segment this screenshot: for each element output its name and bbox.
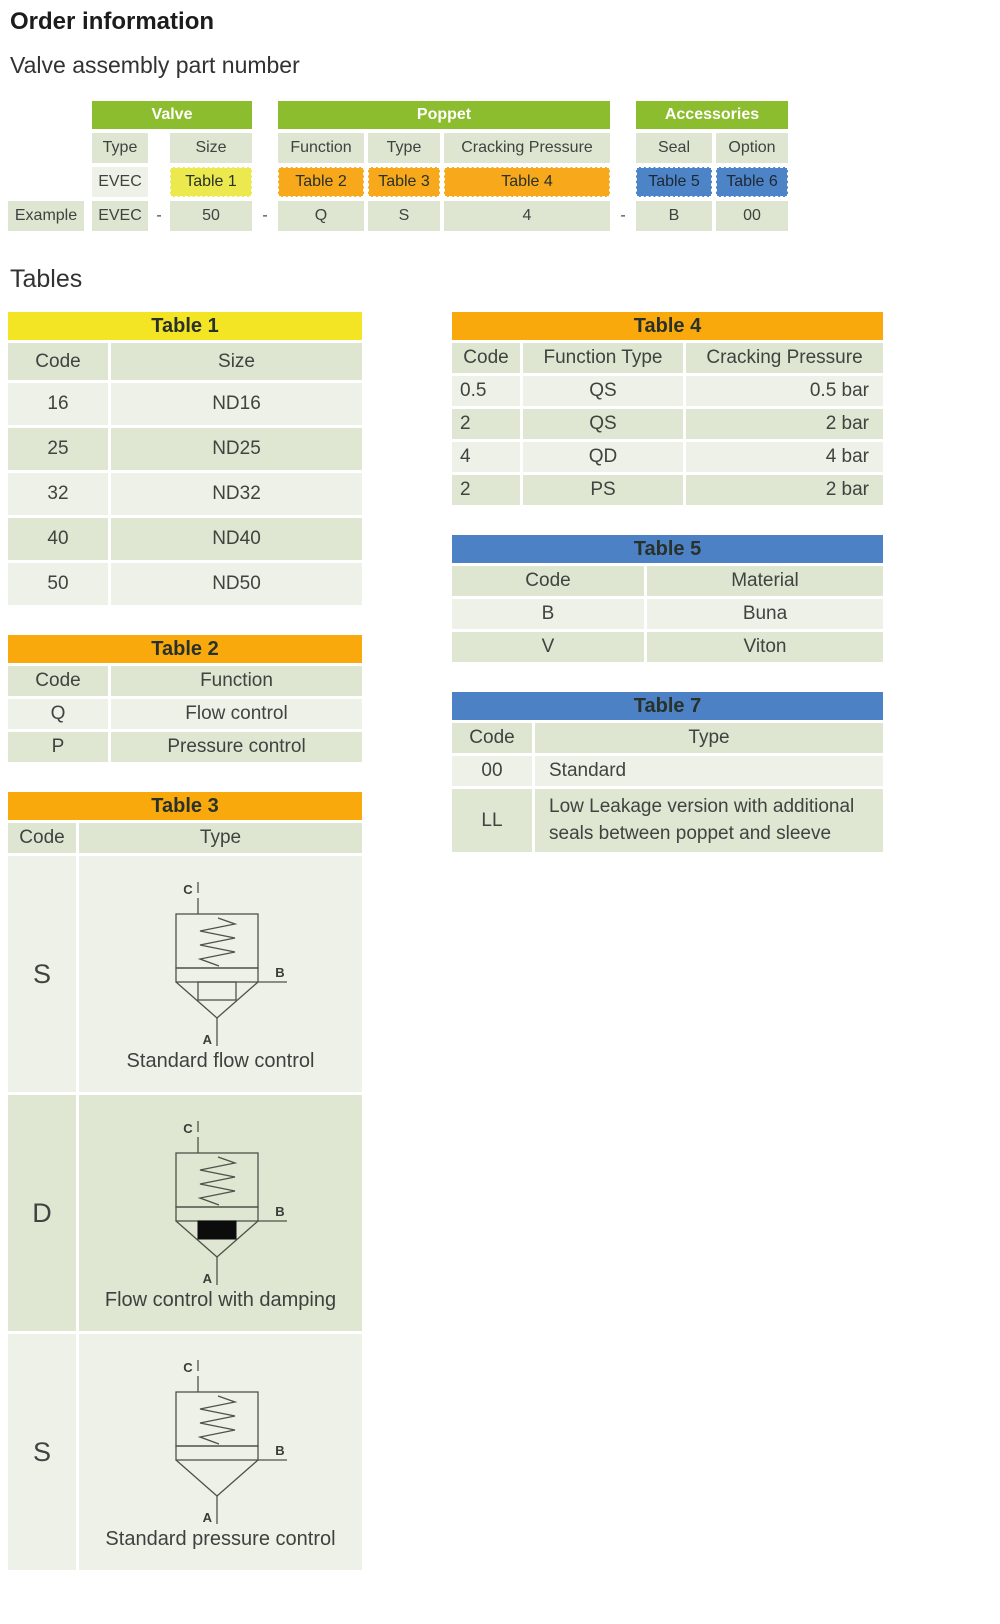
order-info-page xyxy=(8,8,1000,1600)
table-row xyxy=(8,428,362,470)
table-row xyxy=(8,856,362,1092)
pn-group-header: Valve xyxy=(92,101,252,129)
pn-example-value: Q xyxy=(278,201,364,231)
table-row xyxy=(452,599,883,629)
tables-section xyxy=(8,312,1000,1600)
table2-header-row xyxy=(8,666,362,696)
table4-cell: QD xyxy=(523,442,683,472)
table5-cell: Buna xyxy=(647,599,883,629)
valve-symbol xyxy=(146,1117,296,1289)
table4-header-cell: Function Type xyxy=(523,343,683,373)
table-row xyxy=(8,518,362,560)
table-row xyxy=(8,1334,362,1570)
diagram-caption: Standard flow control xyxy=(126,1049,315,1072)
table2-title: Table 2 xyxy=(8,635,362,663)
table4-cell: 4 bar xyxy=(686,442,883,472)
pn-column-label: Option xyxy=(716,133,788,163)
table2-header-cell: Function xyxy=(111,666,362,696)
table1-cell: ND25 xyxy=(111,428,362,470)
pn-example-label: Example xyxy=(8,201,84,231)
pn-group-header: Accessories xyxy=(636,101,788,129)
pn-dash: - xyxy=(620,207,626,224)
table1-header-row xyxy=(8,343,362,380)
table1-cell: 16 xyxy=(8,383,108,425)
pn-column-label: Function xyxy=(278,133,364,163)
pn-group-header: Poppet xyxy=(278,101,610,129)
table3-code-cell: S xyxy=(8,856,76,1092)
table7-cell: 00 xyxy=(452,756,532,786)
pn-column-label: Cracking Pressure xyxy=(444,133,610,163)
table4-header-cell: Cracking Pressure xyxy=(686,343,883,373)
pn-dash: - xyxy=(262,207,268,224)
tables-column-left xyxy=(8,312,362,1600)
subtitle: Valve assembly part number xyxy=(10,52,300,78)
svg-text:A: A xyxy=(202,1270,212,1286)
table4-cell: 2 xyxy=(452,409,520,439)
table1-cell: 40 xyxy=(8,518,108,560)
table5-cell: V xyxy=(452,632,644,662)
part-number-diagram xyxy=(8,101,1000,231)
pn-column-label: Type xyxy=(368,133,440,163)
table-row xyxy=(452,376,883,406)
table1-header-cell: Code xyxy=(8,343,108,380)
svg-text:A: A xyxy=(202,1031,212,1047)
svg-text:B: B xyxy=(274,1442,285,1458)
pn-column-label: Size xyxy=(170,133,252,163)
table4-cell: 2 xyxy=(452,475,520,505)
table7-header-cell: Code xyxy=(452,723,532,753)
table1-cell: ND40 xyxy=(111,518,362,560)
pn-example-value: EVEC xyxy=(92,201,148,231)
table5-header-cell: Code xyxy=(452,566,644,596)
pn-table-ref: Table 5 xyxy=(636,167,712,197)
table4-cell: 2 bar xyxy=(686,409,883,439)
table2-cell: P xyxy=(8,732,108,762)
table-row xyxy=(8,563,362,605)
table5-cell: B xyxy=(452,599,644,629)
svg-text:C: C xyxy=(182,881,193,897)
pn-table-ref: EVEC xyxy=(92,167,148,197)
table7-cell: Standard xyxy=(535,756,883,786)
table2-header-cell: Code xyxy=(8,666,108,696)
table-row xyxy=(452,442,883,472)
table3-diagram-cell xyxy=(79,1095,362,1331)
valve-symbol xyxy=(146,878,296,1050)
table4-cell: 0.5 bar xyxy=(686,376,883,406)
table1-cell: ND32 xyxy=(111,473,362,515)
table2-cell: Q xyxy=(8,699,108,729)
table5-title: Table 5 xyxy=(452,535,883,563)
table7-header-cell: Type xyxy=(535,723,883,753)
table3-header-cell: Code xyxy=(8,823,76,853)
tables-heading: Tables xyxy=(10,265,83,293)
table5-header-cell: Material xyxy=(647,566,883,596)
table4 xyxy=(452,312,883,505)
table4-cell: QS xyxy=(523,409,683,439)
table4-title: Table 4 xyxy=(452,312,883,340)
table-row xyxy=(8,699,362,729)
table7-cell: Low Leakage version with additional seals between poppet and sleeve xyxy=(535,789,883,852)
table2-cell: Flow control xyxy=(111,699,362,729)
svg-text:B: B xyxy=(274,964,285,980)
table5-cell: Viton xyxy=(647,632,883,662)
svg-text:A: A xyxy=(202,1509,212,1525)
table-row xyxy=(8,1095,362,1331)
table-row xyxy=(8,732,362,762)
table-row xyxy=(452,756,883,786)
table-row xyxy=(8,473,362,515)
pn-column-label: Seal xyxy=(636,133,712,163)
pn-example-value: 4 xyxy=(444,201,610,231)
table1-cell: 50 xyxy=(8,563,108,605)
table7-cell: LL xyxy=(452,789,532,852)
valve-symbol xyxy=(146,1356,296,1528)
pn-example-value: S xyxy=(368,201,440,231)
table1-title: Table 1 xyxy=(8,312,362,340)
table7-header-row xyxy=(452,723,883,753)
table3 xyxy=(8,792,362,1570)
table1-cell: 32 xyxy=(8,473,108,515)
pn-example-value: 50 xyxy=(170,201,252,231)
table1-cell: ND50 xyxy=(111,563,362,605)
valve-schematic-flow-open xyxy=(146,878,296,1050)
table3-diagram-cell xyxy=(79,1334,362,1570)
table7 xyxy=(452,692,883,852)
table4-cell: QS xyxy=(523,376,683,406)
table1-header-cell: Size xyxy=(111,343,362,380)
table3-code-cell: D xyxy=(8,1095,76,1331)
table-row xyxy=(8,383,362,425)
svg-text:C: C xyxy=(182,1120,193,1136)
table2-cell: Pressure control xyxy=(111,732,362,762)
table-row xyxy=(452,632,883,662)
pn-table-ref: Table 3 xyxy=(368,167,440,197)
pn-column-label: Type xyxy=(92,133,148,163)
pn-table-ref: Table 4 xyxy=(444,167,610,197)
pn-example-value: 00 xyxy=(716,201,788,231)
table3-code-cell: S xyxy=(8,1334,76,1570)
table3-header-row xyxy=(8,823,362,853)
table3-title: Table 3 xyxy=(8,792,362,820)
table2 xyxy=(8,635,362,762)
table7-title: Table 7 xyxy=(452,692,883,720)
table-row xyxy=(452,409,883,439)
table-row xyxy=(452,475,883,505)
table3-diagram-cell xyxy=(79,856,362,1092)
pn-table-ref: Table 2 xyxy=(278,167,364,197)
pn-example-value: B xyxy=(636,201,712,231)
table4-cell: 2 bar xyxy=(686,475,883,505)
table1 xyxy=(8,312,362,605)
table3-header-cell: Type xyxy=(79,823,362,853)
tables-column-right xyxy=(452,312,883,882)
page-title: Order information xyxy=(10,8,215,35)
svg-text:B: B xyxy=(274,1203,285,1219)
table1-cell: ND16 xyxy=(111,383,362,425)
pn-dash: - xyxy=(156,207,162,224)
diagram-caption: Standard pressure control xyxy=(105,1527,336,1550)
table-row xyxy=(452,789,883,852)
diagram-caption: Flow control with damping xyxy=(104,1288,337,1311)
svg-text:C: C xyxy=(182,1359,193,1375)
table1-cell: 25 xyxy=(8,428,108,470)
table4-cell: 4 xyxy=(452,442,520,472)
table5 xyxy=(452,535,883,662)
valve-schematic-pressure xyxy=(146,1356,296,1528)
table4-header-row xyxy=(452,343,883,373)
table4-header-cell: Code xyxy=(452,343,520,373)
pn-table-ref: Table 1 xyxy=(170,167,252,197)
valve-schematic-flow-damped xyxy=(146,1117,296,1289)
table4-cell: 0.5 xyxy=(452,376,520,406)
table4-cell: PS xyxy=(523,475,683,505)
table5-header-row xyxy=(452,566,883,596)
pn-table-ref: Table 6 xyxy=(716,167,788,197)
